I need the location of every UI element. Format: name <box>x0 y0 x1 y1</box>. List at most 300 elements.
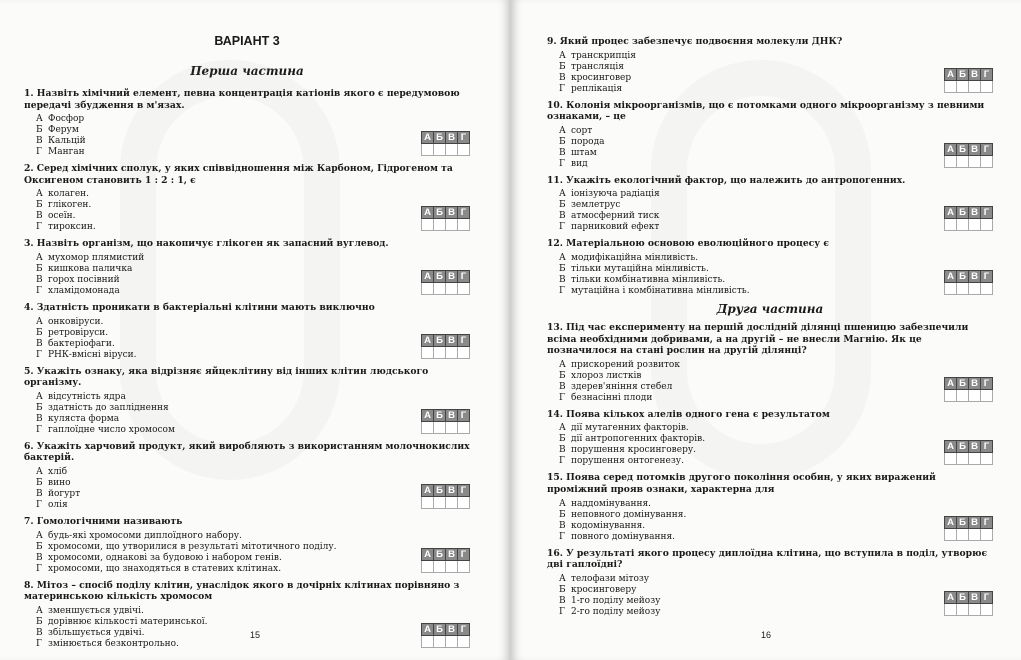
option-letter: Б <box>559 509 566 520</box>
answer-grid-letter: Б <box>957 377 969 389</box>
answer-grid-cell[interactable] <box>957 603 969 615</box>
option-text: кросинговеру <box>571 584 637 595</box>
option-letter: В <box>559 595 566 606</box>
option-letter: А <box>36 605 43 616</box>
answer-grid-letter: В <box>969 68 981 80</box>
answer-grid-cells <box>945 155 993 167</box>
option-text: хліб <box>48 466 68 477</box>
answer-grid-cell[interactable] <box>945 528 957 540</box>
answer-grid-letter: Б <box>957 270 969 282</box>
answer-grid-letter: В <box>969 441 981 453</box>
answer-grid-letter: Б <box>957 143 969 155</box>
answer-grid-letter: Б <box>957 441 969 453</box>
answer-grid-letter: В <box>446 548 458 560</box>
answer-grid-cell[interactable] <box>458 560 470 572</box>
answer-option <box>559 126 993 137</box>
answer-option <box>36 617 470 628</box>
answer-option <box>36 553 470 564</box>
answer-option <box>36 489 470 500</box>
answer-option <box>559 607 993 618</box>
option-letter: Б <box>36 263 43 274</box>
option-text: хлороз листків <box>571 370 642 381</box>
option-letter: Б <box>36 200 43 211</box>
question-block <box>547 175 993 234</box>
answer-grid-cell[interactable] <box>957 282 969 294</box>
option-letter: Г <box>559 392 565 403</box>
option-text: глікоген. <box>48 200 92 211</box>
option-letter: Б <box>36 477 43 488</box>
answer-option <box>36 222 470 233</box>
answer-grid-cell[interactable] <box>969 155 981 167</box>
question-text: 9. Який процес забезпечує подвоєння молекули ДНК? <box>547 36 843 47</box>
answer-grid-letter: Б <box>434 334 446 346</box>
answer-options <box>559 574 993 618</box>
answer-grid-cell[interactable] <box>945 282 957 294</box>
answer-option <box>36 606 470 617</box>
answer-grid-letter: Г <box>981 591 993 603</box>
answer-grid-cell[interactable] <box>458 282 470 294</box>
question-block <box>24 88 470 158</box>
answer-grid-cell[interactable] <box>945 603 957 615</box>
answer-grid-cell[interactable] <box>434 346 446 358</box>
answer-option <box>36 500 470 511</box>
answer-grid-cell[interactable] <box>981 282 993 294</box>
answer-grid-letter: Г <box>458 548 470 560</box>
option-letter: Г <box>559 285 565 296</box>
option-letter: А <box>559 573 566 584</box>
answer-grid-letter: В <box>969 143 981 155</box>
answer-option <box>559 159 993 170</box>
answer-grid-cell[interactable] <box>945 80 957 92</box>
option-letter: В <box>36 338 43 349</box>
option-letter: В <box>559 72 566 83</box>
answer-grid-letter: В <box>446 623 458 635</box>
answer-grid-cells <box>945 80 993 92</box>
answer-options <box>559 189 993 233</box>
option-text: збільшується удвічі. <box>48 627 145 638</box>
answer-grid <box>944 68 993 93</box>
answer-grid-letter: Б <box>434 132 446 144</box>
answer-grid-letter: Б <box>434 623 446 635</box>
answer-grid-letter: А <box>945 441 957 453</box>
answer-grid-letter: Г <box>458 484 470 496</box>
answer-option <box>36 639 470 650</box>
option-text: дії антропогенних факторів. <box>571 434 706 445</box>
answer-grid-letters <box>945 516 993 528</box>
answer-grid-letter: Г <box>981 270 993 282</box>
answer-grid-letter: Б <box>434 548 446 560</box>
answer-grid <box>421 131 470 156</box>
answer-grid-letter: А <box>422 207 434 219</box>
answer-grid-letter: А <box>945 143 957 155</box>
answer-grid-cell[interactable] <box>458 421 470 433</box>
option-letter: Б <box>559 370 566 381</box>
part-two-heading: Друга частина <box>716 301 824 316</box>
option-letter: Г <box>559 531 565 542</box>
answer-grid-letters <box>422 132 470 144</box>
answer-grid-cell[interactable] <box>434 560 446 572</box>
answer-grid-letter: Г <box>458 270 470 282</box>
answer-grid-letter: В <box>446 207 458 219</box>
option-letter: Б <box>36 402 43 413</box>
answer-option <box>559 62 993 73</box>
question-text: 13. Під час експерименту на першій дослідній ділянці пшеницю забезпечили всіма необхідними добривами, а на другій – не внесли Магнію. Як це позначилося на стані рослин на другій ділянці? <box>547 321 969 357</box>
answer-options <box>36 606 470 650</box>
answer-grid-letter: Г <box>458 623 470 635</box>
option-letter: В <box>36 552 43 563</box>
answer-grid-letters <box>945 377 993 389</box>
option-text: зменшується удвічі. <box>48 605 144 616</box>
answer-grid-cells <box>945 282 993 294</box>
option-text: Ферум <box>48 125 79 136</box>
answer-grid-letter: А <box>945 377 957 389</box>
answer-options <box>559 51 993 95</box>
answer-option <box>36 478 470 489</box>
option-letter: В <box>559 274 566 285</box>
answer-grid-cells <box>422 346 470 358</box>
option-letter: А <box>559 498 566 509</box>
question-text: 10. Колонія мікроорганізмів, що є потомками одного мікроорганізму з певними ознаками, – це <box>547 99 985 123</box>
option-text: порода <box>571 136 605 147</box>
answer-grid-cell[interactable] <box>981 389 993 401</box>
option-letter: В <box>559 147 566 158</box>
answer-option <box>559 137 993 148</box>
option-letter: Г <box>559 158 565 169</box>
option-text: Фосфор <box>48 114 85 125</box>
answer-option <box>559 148 993 159</box>
question-text: 1. Назвіть хімічний елемент, певна концентрація катіонів якого є передумовою передачі збудження в м'язах. <box>24 88 460 111</box>
option-letter: Б <box>36 327 43 338</box>
option-text: хромосоми, що знаходяться в статевих клітинах. <box>48 563 282 574</box>
answer-grid-cell[interactable] <box>458 219 470 231</box>
answer-option <box>36 317 470 328</box>
answer-grid-cell[interactable] <box>981 219 993 231</box>
answer-grid-cell[interactable] <box>969 453 981 465</box>
answer-grid-cell[interactable] <box>434 496 446 508</box>
answer-option <box>559 585 993 596</box>
answer-option <box>36 189 470 200</box>
option-text: повного домінування. <box>571 531 675 542</box>
option-letter: А <box>36 530 43 541</box>
question-text: 5. Укажіть ознаку, яка відрізняє яйцеклітину від інших клітин людського організму. <box>24 365 429 389</box>
option-text: вид <box>571 158 588 169</box>
answer-option <box>559 371 993 382</box>
answer-grid-letter: А <box>422 132 434 144</box>
answer-grid-letter: А <box>945 207 957 219</box>
answer-options <box>559 499 993 543</box>
answer-option <box>36 531 470 542</box>
option-letter: А <box>559 125 566 136</box>
option-letter: В <box>559 445 566 456</box>
answer-grid-letters <box>422 548 470 560</box>
answer-grid-cell[interactable] <box>945 389 957 401</box>
answer-grid-letter: Г <box>981 516 993 528</box>
option-text: тільки комбінативна мінливість. <box>571 274 726 285</box>
answer-grid-cell[interactable] <box>422 346 434 358</box>
answer-option <box>36 403 470 414</box>
option-text: відсутність ядра <box>48 391 126 402</box>
option-letter: Г <box>36 424 42 435</box>
question-block <box>547 100 993 170</box>
option-text: порушення онтогенезу. <box>571 456 684 467</box>
option-text: кодомінування. <box>571 520 646 531</box>
answer-grid-letter: А <box>422 623 434 635</box>
question-text: 4. Здатність проникати в бактеріальні клітини мають виключно <box>24 301 375 313</box>
question-text: 3. Назвіть організм, що накопичує глікоген як запасний вуглевод. <box>24 238 389 250</box>
option-text: здерев'яніння стебел <box>571 381 673 392</box>
answer-grid-cell[interactable] <box>434 144 446 156</box>
answer-grid-letters <box>945 143 993 155</box>
option-text: онковіруси. <box>48 316 104 327</box>
answer-grid-cell[interactable] <box>981 528 993 540</box>
answer-option <box>559 222 993 233</box>
answer-grid-letter: А <box>945 270 957 282</box>
option-text: хламідомонада <box>48 285 120 296</box>
option-text: колаген. <box>48 189 90 200</box>
option-letter: Г <box>36 222 42 233</box>
option-text: осеїн. <box>48 211 76 222</box>
answer-grid-cell[interactable] <box>969 80 981 92</box>
option-letter: Б <box>559 136 566 147</box>
answer-grid-letter: Г <box>981 441 993 453</box>
answer-option <box>559 275 993 286</box>
answer-grid-cell[interactable] <box>446 560 458 572</box>
page-number-left: 15 <box>249 630 260 640</box>
option-letter: Г <box>559 456 565 467</box>
answer-grid-cell[interactable] <box>981 155 993 167</box>
answer-grid-letter: А <box>945 591 957 603</box>
answer-grid-cell[interactable] <box>434 421 446 433</box>
answer-option <box>559 596 993 607</box>
question-text: 2. Серед хімічних сполук, у яких співвідношення між Карбоном, Гідрогеном та Оксигеном становить 1 : 2 : 1, є <box>24 163 453 186</box>
answer-grid-letter: Г <box>458 132 470 144</box>
answer-option <box>559 510 993 521</box>
option-text: горох посівний <box>48 274 120 285</box>
option-letter: Б <box>559 61 566 72</box>
answer-grid-cell[interactable] <box>422 421 434 433</box>
answer-grid-cell[interactable] <box>981 80 993 92</box>
answer-grid-cell[interactable] <box>422 219 434 231</box>
question-text: 6. Укажіть харчовий продукт, який виробляють з використанням молочнокислих бактерій. <box>24 440 470 464</box>
answer-grid-letter: Г <box>458 207 470 219</box>
option-letter: Г <box>36 638 42 649</box>
option-text: транскрипція <box>571 50 636 61</box>
answer-grid-letter: Б <box>957 207 969 219</box>
option-text: вино <box>48 477 71 488</box>
answer-option <box>559 445 993 456</box>
option-letter: Б <box>559 200 566 211</box>
answer-options <box>36 317 470 361</box>
answer-grid-cell[interactable] <box>458 496 470 508</box>
option-text: телофази мітозу <box>571 573 650 584</box>
answer-grid-cell[interactable] <box>957 80 969 92</box>
option-letter: Г <box>36 563 42 574</box>
option-letter: Г <box>36 349 42 360</box>
answer-grid-cell[interactable] <box>945 453 957 465</box>
option-letter: Б <box>559 263 566 274</box>
option-text: дорівнює кількості материнської. <box>48 616 208 627</box>
question-block <box>24 441 470 511</box>
answer-option <box>559 264 993 275</box>
option-text: Манган <box>48 147 85 158</box>
answer-grid-cell[interactable] <box>422 560 434 572</box>
answer-grid-cell[interactable] <box>446 346 458 358</box>
option-text: йогурт <box>48 488 81 499</box>
question-block <box>547 36 993 95</box>
answer-grid-cells <box>422 144 470 156</box>
answer-grid-letter: В <box>446 334 458 346</box>
answer-grid-letter: Б <box>434 484 446 496</box>
answer-grid-cell[interactable] <box>458 346 470 358</box>
question-block <box>24 516 470 575</box>
option-letter: А <box>559 423 566 434</box>
option-letter: А <box>36 391 43 402</box>
answer-grid-cell[interactable] <box>446 144 458 156</box>
question-block <box>24 238 470 297</box>
question-block <box>24 302 470 361</box>
answer-grid-cell[interactable] <box>945 219 957 231</box>
question-text: 12. Матеріальною основою еволюційного процесу є <box>547 238 829 250</box>
option-letter: Б <box>36 541 43 552</box>
option-letter: Б <box>36 125 43 136</box>
answer-grid-cell[interactable] <box>446 421 458 433</box>
answer-grid-letter: Г <box>458 334 470 346</box>
answer-grid-cell[interactable] <box>981 453 993 465</box>
option-text: куляста форма <box>48 413 120 424</box>
answer-grid-cell[interactable] <box>446 219 458 231</box>
answer-grid-cell[interactable] <box>945 155 957 167</box>
answer-grid-cell[interactable] <box>981 603 993 615</box>
option-text: кросинговер <box>571 72 632 83</box>
option-letter: Г <box>36 499 42 510</box>
answer-grid-cells <box>945 528 993 540</box>
answer-grid-cell[interactable] <box>422 282 434 294</box>
answer-grid-cell[interactable] <box>957 389 969 401</box>
option-letter: Б <box>559 584 566 595</box>
answer-option <box>36 136 470 147</box>
answer-grid-letters <box>945 441 993 453</box>
option-text: трансляція <box>571 61 624 72</box>
answer-grid <box>421 270 470 295</box>
answer-grid-cells <box>945 219 993 231</box>
answer-grid-letter: В <box>969 591 981 603</box>
option-text: 2-го поділу мейозу <box>571 606 661 617</box>
answer-grid-cell[interactable] <box>969 219 981 231</box>
answer-grid-cell[interactable] <box>957 528 969 540</box>
answer-grid-cell[interactable] <box>969 603 981 615</box>
answer-option <box>36 114 470 125</box>
answer-grid-cells <box>422 219 470 231</box>
answer-grid-letters <box>945 207 993 219</box>
option-text: мухомор плямистий <box>48 252 145 263</box>
answer-grid <box>421 484 470 509</box>
answer-option <box>559 253 993 264</box>
option-text: хромосоми, що утворилися в результаті мітотичного поділу. <box>48 541 337 552</box>
answer-grid-cell[interactable] <box>434 219 446 231</box>
option-text: змінюється безконтрольно. <box>48 638 179 649</box>
question-block <box>547 409 993 468</box>
answer-grid-cell[interactable] <box>422 496 434 508</box>
question-text: 8. Мітоз – спосіб поділу клітин, унаслідок якого в дочірніх клітинах порівняно з материнською кількість хромосом <box>24 579 460 603</box>
answer-grid-letters <box>422 270 470 282</box>
answer-option <box>559 211 993 222</box>
answer-options <box>559 360 993 404</box>
answer-grid-letters <box>422 409 470 421</box>
option-text: іонізуюча радіація <box>571 189 660 200</box>
option-text: тироксин. <box>48 222 96 233</box>
answer-grid-cell[interactable] <box>446 282 458 294</box>
option-text: мутаційна і комбінативна мінливість. <box>571 285 750 296</box>
answer-options <box>36 189 470 233</box>
answer-grid-cell[interactable] <box>446 496 458 508</box>
answer-grid-letter: Б <box>957 68 969 80</box>
answer-grid-letter: Г <box>981 377 993 389</box>
answer-grid-cell[interactable] <box>969 528 981 540</box>
answer-options <box>36 467 470 511</box>
right-page <box>511 0 1021 660</box>
answer-grid-letter: А <box>422 548 434 560</box>
answer-option <box>36 350 470 361</box>
answer-grid-letter: В <box>446 409 458 421</box>
answer-option <box>559 51 993 62</box>
answer-option <box>559 200 993 211</box>
option-text: порушення кросинговеру. <box>571 445 696 456</box>
answer-option <box>36 425 470 436</box>
answer-grid <box>944 270 993 295</box>
answer-grid-letter: В <box>969 516 981 528</box>
option-letter: Г <box>36 147 42 158</box>
option-text: гаплоїдне число хромосом <box>48 424 175 435</box>
option-letter: Г <box>559 83 565 94</box>
answer-grid-letter: Г <box>981 68 993 80</box>
answer-option <box>36 542 470 553</box>
answer-options <box>36 114 470 158</box>
option-text: олія <box>48 499 68 510</box>
question-block <box>24 366 470 436</box>
answer-grid-cell[interactable] <box>969 282 981 294</box>
answer-grid-cell[interactable] <box>957 453 969 465</box>
answer-grid-letter: А <box>945 68 957 80</box>
answer-grid-cell[interactable] <box>458 144 470 156</box>
answer-option <box>36 275 470 286</box>
answer-grid-letter: Г <box>981 207 993 219</box>
answer-grid-cell[interactable] <box>957 219 969 231</box>
answer-option <box>559 84 993 95</box>
question-text: 11. Укажіть екологічний фактор, що належить до антропогенних. <box>547 174 906 186</box>
answer-grid-letter: А <box>422 270 434 282</box>
option-text: сорт <box>571 125 593 136</box>
option-letter: В <box>559 520 566 531</box>
answer-options <box>559 423 993 467</box>
option-text: модифікаційна мінливість. <box>571 252 699 263</box>
answer-option <box>559 532 993 543</box>
answer-options <box>36 531 470 575</box>
option-letter: А <box>559 50 566 61</box>
answer-grid <box>421 409 470 434</box>
answer-grid-letter: В <box>969 270 981 282</box>
answer-grid-cell[interactable] <box>957 155 969 167</box>
answer-grid-cell[interactable] <box>434 282 446 294</box>
answer-grid <box>944 591 993 616</box>
answer-grid-letter: В <box>969 207 981 219</box>
question-text: 15. Поява серед потомків другого покоління особин, у яких виражений проміжний прояв ознаки, характерна для <box>547 472 936 495</box>
answer-grid <box>944 206 993 231</box>
option-text: парниковий ефект <box>571 222 660 233</box>
option-text: здатність до запліднення <box>48 402 169 413</box>
option-letter: В <box>36 274 43 285</box>
answer-grid-cell[interactable] <box>422 144 434 156</box>
answer-grid-cell[interactable] <box>969 389 981 401</box>
